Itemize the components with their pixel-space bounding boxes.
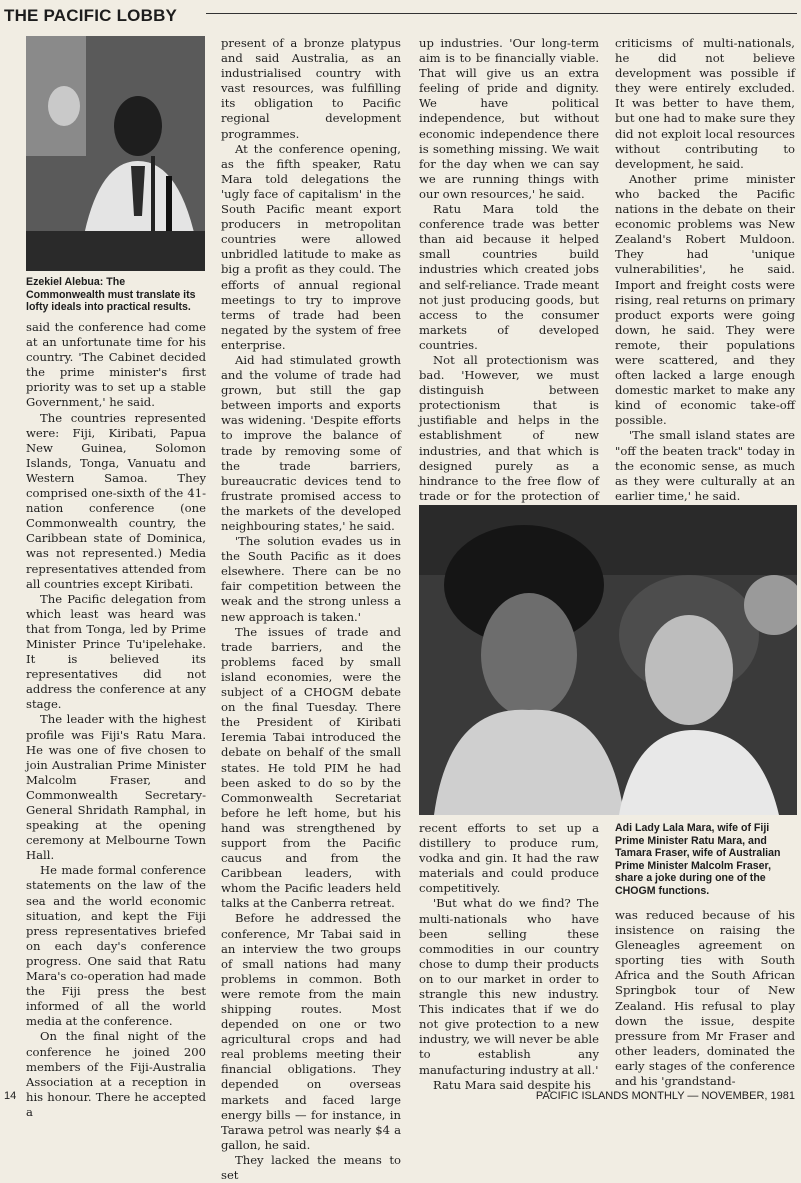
col3-paragraph-5: recent efforts to set up a distillery to produce rum, vodka and gin. It had the raw materials and could produce competitively. [419, 821, 599, 896]
col1-paragraph-4: The leader with the highest profile was Fiji's Ratu Mara. He was one of five chosen to join Australian Prime Minister Malcolm Fraser, and Commonwealth Secretary-General Shridath Ramphal, in speaking at the opening ceremony at Melbourne Town Hall. [26, 712, 206, 863]
col3-paragraph-7: Ratu Mara said despite his [433, 1077, 592, 1092]
article-column-4-bottom [615, 908, 795, 1089]
mara-fraser-photo [419, 505, 797, 815]
col1-paragraph-5: He made formal conference statements on the law of the sea and the world economic situation, and kept the Fiji press representatives briefed on each day's conference progress. One said that Ratu Mara's co-operation had made the Fiji press the best informed of all the world media at the conference. [26, 863, 206, 1029]
alebua-photo-image [26, 36, 205, 271]
page-number: 14 [4, 1090, 17, 1102]
col1-paragraph-6: On the final night of the conference he joined 200 members of the Fiji-Australia Association at a reception in his honour. There he accepted a [26, 1029, 206, 1119]
col1-paragraph-1: said the conference had come at an unfortunate time for his country. 'The Cabinet decided the prime minister's first priority was to set up a stable Government,' he said. [26, 320, 206, 410]
article-column-4-top [615, 36, 795, 549]
article-column-3-top [419, 36, 599, 549]
col3-paragraph-1: up industries. 'Our long-term aim is to be financially viable. That will give us an extra feeling of pride and dignity. We have political independence, but without economic independence there is something missing. We wait for the day when we can say we are running things with our own resources,' he said. [419, 36, 599, 201]
col4-paragraph-1: criticisms of multi-nationals, he did not believe development was possible if they were entirely excluded. It was better to have them, but one had to make sure they did not exploit local resources without contributing to development, he said. [615, 36, 795, 171]
col3-paragraph-6: 'But what do we find? The multi-nationals who have been selling these commodities in our country chose to dump their products on to our market in order to strangle this new industry. This indicates that if we do not give protection to a new industry, we will never be able to establish any manufacturing industry at all.' [419, 896, 599, 1077]
col3-paragraph-2: Ratu Mara told the conference trade was better than aid because it helped small countries build industries which created jobs and self-reliance. Trade meant not just producing goods, but access to the consumer markets of developed countries. [419, 202, 599, 352]
col4-paragraph-3: 'The small island states are "off the beaten track" today in the economic sense, as much as they were culturally at an earlier time,' he said. [615, 428, 795, 503]
col2-paragraph-3: Aid had stimulated growth and the volume of trade had grown, but still the gap between imports and exports was widening. 'Despite efforts to improve the balance of trade by removing some of the trade barriers, bureaucratic devices tend to frustrate promised access to the markets of the developed neighbouring states,' he said. [221, 352, 401, 533]
col2-paragraph-6: Before he addressed the conference, Mr Tabai said in an interview the two groups of small nations had many problems in common. Both were remote from the main shipping routes. Most depended on one or two agricultural crops and had real problems meeting their financial obligations. They depended on overseas markets and faced large energy bills — for instance, in Tarawa petrol was nearly $4 a gallon, he said. [221, 911, 401, 1152]
col2-paragraph-5: The issues of trade and trade barriers, and the problems faced by small island economies, were the subject of a CHOGM debate on the final Tuesday. There the President of Kiribati Ieremia Tabai introduced the debate on behalf of the small states. He told PIM he had been asked to do so by the Commonwealth Secretariat before he left home, but his hand was strengthened by support from the Pacific caucus and from the Caribbean leaders, with whom the Pacific leaders held talks at the Canberra retreat. [221, 624, 401, 911]
alebua-photo-caption: Ezekiel Alebua: The Commonwealth must translate its lofty ideals into practical results. [26, 276, 196, 313]
header-rule [206, 13, 797, 14]
col4-paragraph-2: Another prime minister who backed the Pacific nations in the debate on their economic problems was New Zealand's Robert Muldoon. They had 'unique vulnerabilities', he said. Import and freight costs were rising, real returns on primary product exports were going down, he said. They were remote, their populations were scattered, and they often lacked a large enough domestic market to make any kind of economic take-off possible. [615, 171, 795, 428]
mara-fraser-photo-image [419, 505, 797, 815]
section-header: THE PACIFIC LOBBY [4, 6, 178, 25]
alebua-photo [26, 36, 205, 271]
col1-paragraph-3: The Pacific delegation from which least was heard was that from Tonga, led by Prime Minister Prince Tu'ipelehake. It is believed its representatives did not address the conference at any stage. [26, 591, 206, 712]
article-column-2 [221, 36, 401, 1183]
article-column-3-bottom [419, 821, 599, 1093]
col2-paragraph-2: At the conference opening, as the fifth speaker, Ratu Mara told delegations the 'ugly face of capitalism' in the South Pacific meant export producers in metropolitan countries were allowed unbridled latitude to make as big a profit as they could. The efforts of annual regional meetings to try to improve terms of trade had been negated by the system of free enterprise. [221, 141, 401, 352]
col1-paragraph-2: The countries represented were: Fiji, Kiribati, Papua New Guinea, Solomon Islands, Tonga, Vanuatu and Western Samoa. They comprised one-sixth of the 41-nation conference (one Commonwealth country, the Caribbean state of Dominica, was not represented.) Media representatives attended from all countries except Kiribati. [26, 410, 206, 591]
mara-fraser-caption: Adi Lady Lala Mara, wife of Fiji Prime Minister Ratu Mara, and Tamara Fraser, wife of Australian Prime Minister Malcolm Fraser, share a joke during one of the CHOGM functions. [615, 822, 781, 897]
col2-paragraph-7: They lacked the means to set [221, 1152, 401, 1183]
col2-paragraph-1: present of a bronze platypus and said Australia, as an industrialised country with vast resources, was fulfilling its obligation to Pacific regional development programmes. [221, 36, 401, 141]
publication-footer: PACIFIC ISLANDS MONTHLY — NOVEMBER, 1981 [535, 1090, 795, 1102]
article-column-1 [26, 320, 206, 1120]
col4-paragraph-5: was reduced because of his insistence on raising the Gleneagles agreement on sporting ties with South Africa and the South African Springbok tour of New Zealand. His refusal to play down the issue, despite pressure from Mr Fraser and other leaders, dominated the early stages of the conference and his 'grandstand- [615, 908, 795, 1089]
col2-paragraph-4: 'The solution evades us in the South Pacific as it does elsewhere. There can be no fair competition between the weak and the strong unless a new approach is taken.' [221, 534, 401, 624]
col3-paragraph-3: Not all protectionism was bad. 'However, we must distinguish between protectionism that is justifiable and helps in the establishment of new industries, and that which is designed purely as a hindrance to the free flow of trade or for the protection of [419, 352, 599, 503]
